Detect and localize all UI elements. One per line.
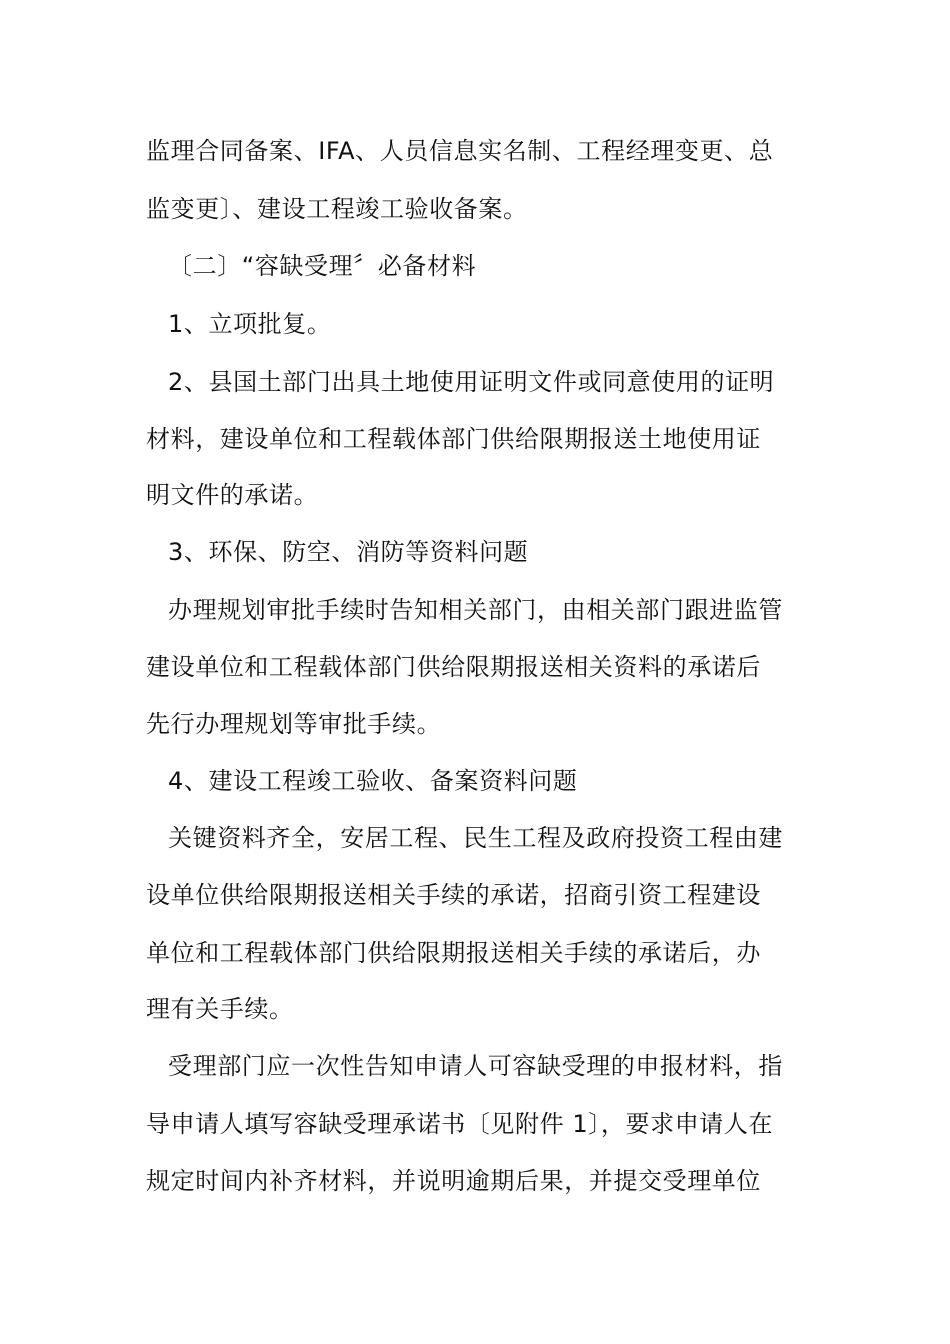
list-item: 3、环保、防空、消防等资料问题 [168,538,529,566]
text-line: 监变更〕、建设工程竣工验收备案。 [146,195,528,223]
text-line: 导申请人填写容缺受理承诺书〔见附件 1〕，要求申请人在 [146,1110,774,1138]
text-line: 单位和工程载体部门供给限期报送相关手续的承诺后，办 [146,939,761,967]
paragraph-line: 受理部门应一次性告知申请人可容缺受理的申报材料，指 [168,1052,783,1080]
paragraph-line: 关键资料齐全，安居工程、民生工程及政府投资工程由建 [168,824,783,852]
list-item: 4、建设工程竣工验收、备案资料问题 [168,767,578,795]
text-line: 先行办理规划等审批手续。 [146,710,442,738]
list-item: 1、立项批复。 [168,310,332,338]
text-line: 设单位供给限期报送相关手续的承诺，招商引资工程建设 [146,881,761,909]
text-line: 规定时间内补齐材料，并说明逾期后果，并提交受理单位 [146,1167,761,1195]
text-line: 明文件的承诺。 [146,481,319,509]
text-line: 理有关手续。 [146,995,294,1023]
list-item: 2、县国土部门出具土地使用证明文件或同意使用的证明 [168,368,775,396]
section-heading: 〔二〕“容缺受理〞必备材料 [168,252,477,280]
text-line: 建设单位和工程载体部门供给限期报送相关资料的承诺后 [146,653,761,681]
text-line: 材料，建设单位和工程载体部门供给限期报送土地使用证 [146,425,761,453]
text-line: 监理合同备案、IFA、人员信息实名制、工程经理变更、总 [146,137,774,165]
paragraph-line: 办理规划审批手续时告知相关部门，由相关部门跟进监管 [168,596,783,624]
